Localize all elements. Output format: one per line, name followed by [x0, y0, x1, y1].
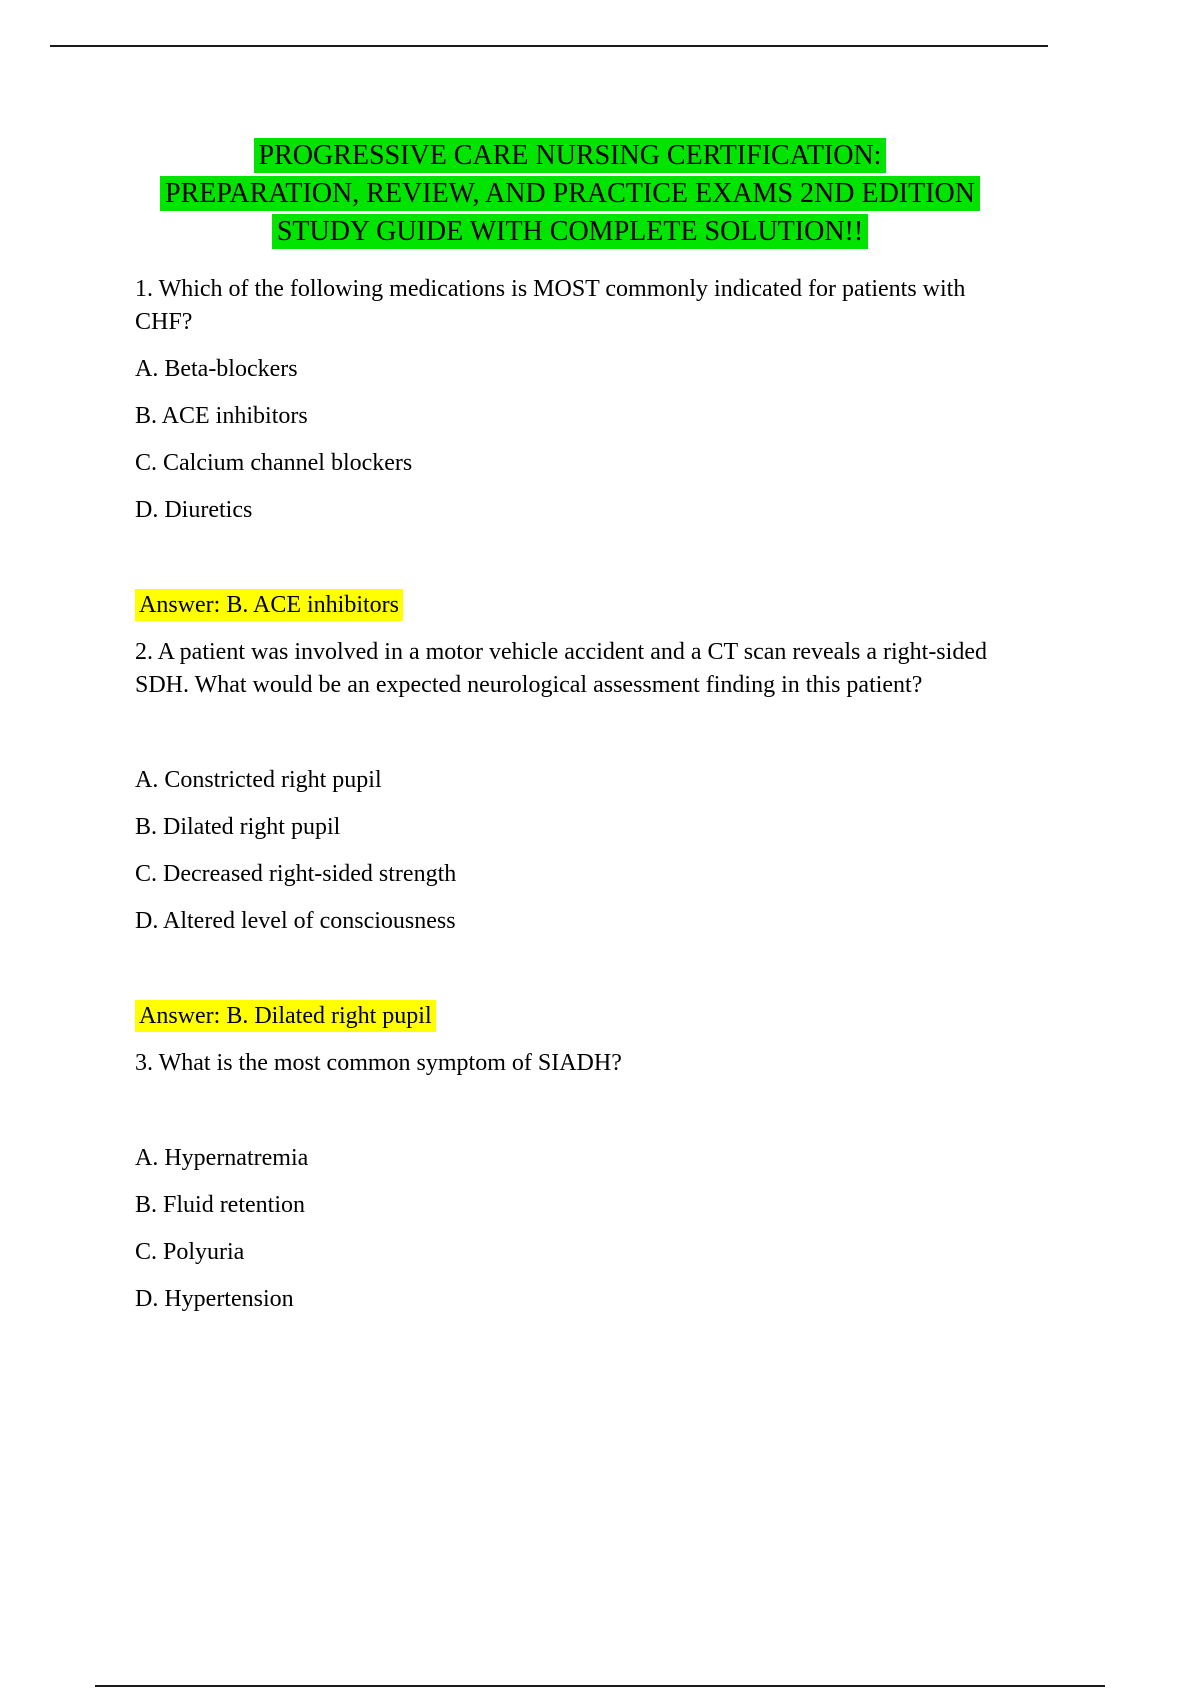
- option-text: C. Calcium channel blockers: [135, 450, 413, 476]
- option-text: A. Beta-blockers: [135, 356, 298, 382]
- document-title: [135, 137, 1005, 251]
- answer-line: [135, 589, 1005, 622]
- option-list: [135, 353, 1005, 527]
- question-block: [135, 636, 1005, 1033]
- answer-line: [135, 1000, 1005, 1033]
- answer-text: Answer: B. Dilated right pupil: [135, 1000, 436, 1032]
- option-list: [135, 1142, 1005, 1316]
- title-line: [135, 213, 1005, 251]
- title-highlight: PROGRESSIVE CARE NURSING CERTIFICATION:: [254, 138, 887, 173]
- option-text: B. Fluid retention: [135, 1192, 305, 1218]
- option-text: B. ACE inhibitors: [135, 403, 308, 429]
- question-block: [135, 273, 1005, 622]
- option-text: C. Decreased right-sided strength: [135, 861, 457, 887]
- option-text: C. Polyuria: [135, 1239, 245, 1265]
- title-line: [135, 175, 1005, 213]
- option-text: D. Diuretics: [135, 497, 253, 523]
- option-text: B. Dilated right pupil: [135, 814, 341, 840]
- question-text: 1. Which of the following medications is MOST commonly indicated for patients with CHF?: [135, 276, 966, 335]
- option-text: D. Hypertension: [135, 1286, 294, 1312]
- question-text: 3. What is the most common symptom of SIADH?: [135, 1050, 622, 1076]
- option-text: D. Altered level of consciousness: [135, 908, 456, 934]
- question-block: [135, 1047, 1005, 1316]
- option-text: A. Constricted right pupil: [135, 767, 382, 793]
- option-text: A. Hypernatremia: [135, 1145, 309, 1171]
- question-list: [135, 273, 1005, 1316]
- option-list: [135, 764, 1005, 938]
- answer-text: Answer: B. ACE inhibitors: [135, 589, 403, 621]
- header-rule: [50, 45, 1048, 47]
- title-highlight: STUDY GUIDE WITH COMPLETE SOLUTION!!: [272, 214, 868, 249]
- question-text: 2. A patient was involved in a motor vehicle accident and a CT scan reveals a right-sided SDH. What would be an expected neurological assessment finding in this patient?: [135, 639, 987, 698]
- title-line: [135, 137, 1005, 175]
- title-highlight: PREPARATION, REVIEW, AND PRACTICE EXAMS 2ND EDITION: [160, 176, 980, 211]
- footer-rule: [95, 1685, 1105, 1687]
